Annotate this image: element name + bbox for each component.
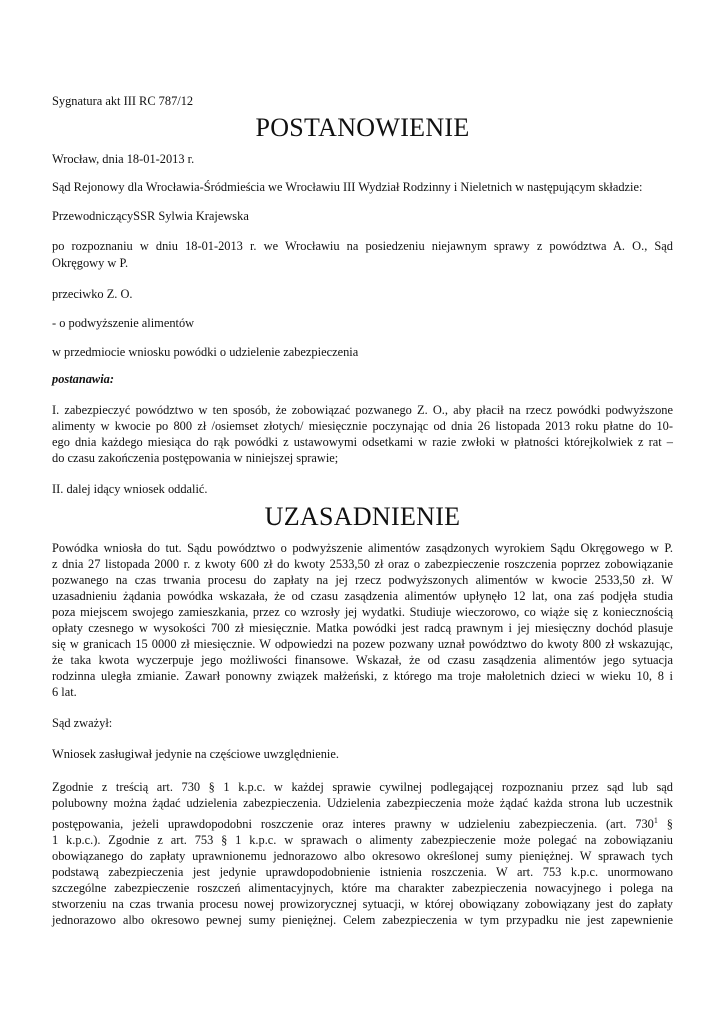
presiding-judge: PrzewodniczącySSR Sylwia Krajewska: [52, 209, 249, 223]
justification-line: poza miejscem swojego zamieszkania, przez co wzrosły jej wydatki. Studiuje wieczorowo, co wiąże się z koniecznością: [52, 605, 673, 619]
ruling-line: do czasu zakończenia postępowania w niniejszej sprawie;: [52, 451, 339, 465]
defendant: przeciwko Z. O.: [52, 287, 133, 301]
justification-line: uzasadnieniu żądania powódka wskazała, że od czasu zasądzenia alimentów upłynęło 12 lat, ona zaś podjęła studia: [52, 589, 673, 603]
justification-line: podstawą zabezpieczenia jest jedynie uprawdopodobnienie istnienia roszczenia. W art. 753 k.p.c. unormowano: [52, 865, 673, 879]
case-signature: Sygnatura akt III RC 787/12: [52, 94, 194, 108]
justification-line: Powódka wniosła do tut. Sądu powództwo o podwyższenie alimentów zasądzonych wyrokiem Sądu Okręgowego w P.: [52, 541, 673, 555]
justification-line: postępowania, jeżeli uprawdopodobni roszczenie oraz interes prawny w udzieleniu zabezpieczenia. (art. $730^1$ §: [52, 816, 673, 831]
justification-line: 1 k.p.c.). Zgodnie z art. 753 § 1 k.p.c. w sprawach o alimenty zabezpieczenie może polegać na zobowiązaniu: [52, 833, 673, 847]
document-page: [52, 0, 673, 1024]
justification-line: Zgodnie z treścią art. 730 § 1 k.p.c. w każdej sprawie cywilnej podlegającej rozpoznaniu przez sąd lub sąd: [52, 780, 673, 794]
justification-line: opłaty czesnego w wysokości 700 zł miesięcznie. Matka powódki jest radcą prawnym i jej miesięczny dochód plasuje: [52, 621, 673, 635]
proceeding-line: po rozpoznaniu w dniu 18-01-2013 r. we Wrocławiu na posiedzeniu niejawnym sprawy z powództwa A. O., Sąd: [52, 239, 673, 253]
justification-line: 6 lat.: [52, 685, 77, 699]
court-composition: Sąd Rejonowy dla Wrocławia-Śródmieścia we Wrocławiu III Wydział Rodzinny i Nieletnich w następującym składzie:: [52, 180, 643, 194]
ruling-line: I. zabezpieczyć powództwo w ten sposób, że zobowiązać pozwanego Z. O., aby płacił na rzecz powódki podwyższone: [52, 403, 673, 417]
place-date: Wrocław, dnia 18-01-2013 r.: [52, 152, 195, 166]
justification-line: się w granicach 15 0000 zł miesięcznie. W odpowiedzi na pozew pozwany uznał powództwo do kwoty 800 zł wskazując,: [52, 637, 673, 651]
motion-subject: w przedmiocie wniosku powódki o udzielenie zabezpieczenia: [52, 345, 359, 359]
justification-line: rodzinna uległa zmianie. Zawarł ponowny związek małżeński, z którego ma troje małoletnich dzieci w wieku 10, 8 i: [52, 669, 673, 683]
case-subject: - o podwyższenie alimentów: [52, 316, 195, 330]
justification-title: UZASADNIENIE: [264, 502, 461, 531]
court-weighed: Sąd zważył:: [52, 716, 113, 730]
justification-line: stworzeniu na czas trwania procesu nowej prowizorycznej sytuacji, w której obowiązany zobowiązany jest do zapłaty: [52, 897, 673, 911]
ruling-line: alimenty w kwocie po 800 zł /osiemset złotych/ miesięcznie poczynając od dnia 26 listopada 2013 roku płatne do 10-: [52, 419, 673, 433]
justification-line: polubowny można żądać udzielenia zabezpieczenia. Udzielenia zabezpieczenia może żądać każda strona lub uczestnik: [52, 796, 673, 810]
partial-grant: Wniosek zasługiwał jedynie na częściowe uwzględnienie.: [52, 747, 339, 761]
justification-line: szczególne zabezpieczenie roszczeń alimentacyjnych, które ma charakter zabezpieczenia nowacyjnego i polega na: [52, 881, 673, 895]
decision-heading: postanawia:: [52, 372, 114, 386]
justification-line: pozwanego na czas trwania procesu do zapłaty na jej rzecz podwyższonych alimentów w kwocie 2533,50 zł. W: [52, 573, 673, 587]
ruling-line: ego dnia każdego miesiąca do rąk powódki z ustawowymi odsetkami w razie zwłoki w płatności którejkolwiek z rat –: [52, 435, 673, 449]
ruling-point-2: II. dalej idący wniosek oddalić.: [52, 482, 208, 496]
justification-line: z dnia 27 listopada 2000 r. z kwoty 600 zł do kwoty 2533,50 zł oraz o zabezpieczenie roszczenia poprzez zobowiązanie: [52, 557, 673, 571]
justification-line: jednorazowo albo okresowo pewnej sumy pieniężnej. Celem zabezpieczenia w tym przypadku nie jest zapewnienie: [52, 913, 673, 927]
justification-line: że taka kwota wyczerpuje jego możliwości finansowe. Wskazał, że od czasu zasądzenia alimentów jego sytuacja: [52, 653, 673, 667]
proceeding-line: Okręgowy w P.: [52, 256, 129, 270]
document-title: POSTANOWIENIE: [255, 113, 470, 142]
justification-line: obowiązanego do zapłaty uprawnionemu jednorazowo albo okresowo określonej sumy pieniężnej. W sprawach tych: [52, 849, 673, 863]
